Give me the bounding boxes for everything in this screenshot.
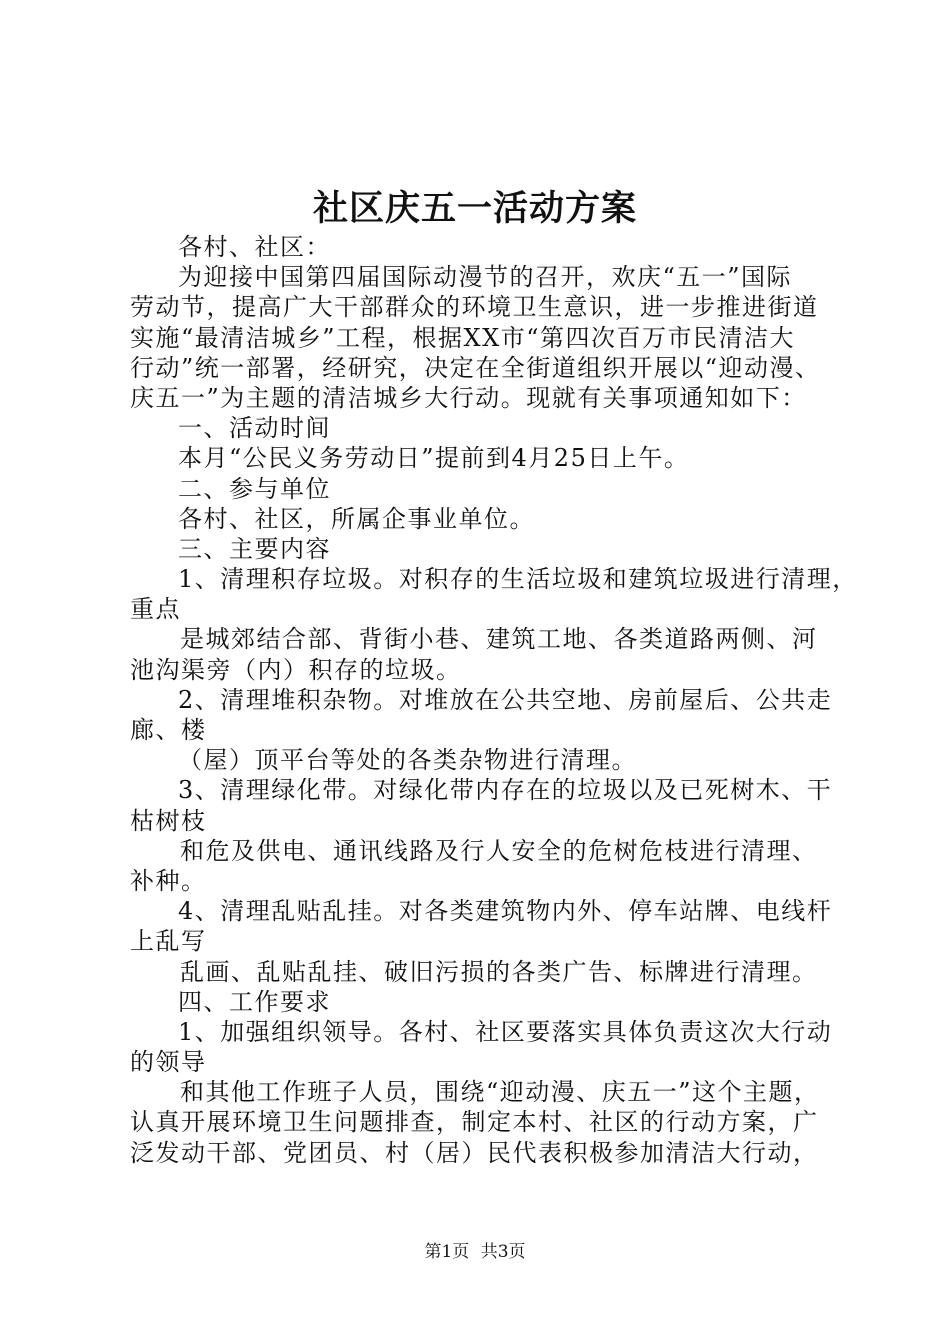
- text-line: 认真开展环境卫生问题排查，制定本村、社区的行动方案，广: [130, 1108, 819, 1137]
- text-line: 和其他工作班子人员，围绕“迎动漫、庆五一”这个主题，: [180, 1078, 820, 1107]
- text-line: 3、清理绿化带。对绿化带内存在的垃圾以及已死树木、干: [178, 776, 833, 805]
- text-line: 乱画、乱贴乱挂、破旧污损的各类广告、标牌进行清理。: [180, 957, 818, 986]
- text-line: 各村、社区：: [178, 233, 331, 261]
- text-line: 和危及供电、通讯线路及行人安全的危树危枝进行清理、: [180, 836, 818, 865]
- text-line: 泛发动干部、党团员、村（居）民代表积极参加清洁大行动，: [130, 1138, 819, 1167]
- text-line: 重点: [130, 595, 181, 624]
- text-line: 行动”统一部署，经研究，决定在全街道组织开展以“迎动漫、: [130, 353, 821, 382]
- text-line: 本月“公民义务劳动日”提前到4月25日上午。: [178, 444, 690, 473]
- text-line: 1、加强组织领导。各村、社区要落实具体负责这次大行动: [178, 1017, 833, 1046]
- text-line: 为迎接中国第四届国际动漫节的召开，欢庆“五一”国际: [178, 263, 793, 292]
- text-line: 池沟渠旁（内）积存的垃圾。: [130, 655, 462, 684]
- text-line: 2、清理堆积杂物。对堆放在公共空地、房前屋后、公共走: [178, 685, 833, 714]
- section-heading: 一、活动时间: [178, 414, 331, 443]
- text-line: 各村、社区，所属企事业单位。: [178, 504, 535, 533]
- text-line: 1、清理积存垃圾。对积存的生活垃圾和建筑垃圾进行清理，: [178, 565, 858, 594]
- text-line: 上乱写: [130, 927, 207, 956]
- text-line: 劳动节，提高广大干部群众的环境卫生意识，进一步推进街道: [130, 293, 819, 322]
- text-line: 补种。: [130, 866, 207, 895]
- text-line: 是城郊结合部、背街小巷、建筑工地、各类道路两侧、河: [180, 625, 818, 654]
- page-footer: [0, 1241, 950, 1263]
- text-line: 的领导: [130, 1048, 207, 1077]
- document-title: 社区庆五一活动方案: [312, 188, 637, 229]
- text-line: 庆五一”为主题的清洁城乡大行动。现就有关事项通知如下：: [130, 383, 807, 412]
- section-heading: 四、工作要求: [178, 987, 331, 1016]
- page-total: 共3页: [480, 1242, 526, 1262]
- text-line: 实施“最清洁城乡”工程，根据XX市“第四次百万市民清洁大: [130, 323, 795, 352]
- text-line: 4、清理乱贴乱挂。对各类建筑物内外、停车站牌、电线杆: [178, 897, 833, 926]
- section-heading: 三、主要内容: [178, 534, 331, 563]
- page-number: 第1页: [424, 1242, 470, 1262]
- document-body: [130, 232, 858, 1168]
- section-heading: 二、参与单位: [178, 474, 331, 503]
- text-line: 枯树枝: [130, 806, 207, 835]
- text-line: 廊、楼: [130, 716, 207, 744]
- text-line: （屋）顶平台等处的各类杂物进行清理。: [178, 746, 637, 775]
